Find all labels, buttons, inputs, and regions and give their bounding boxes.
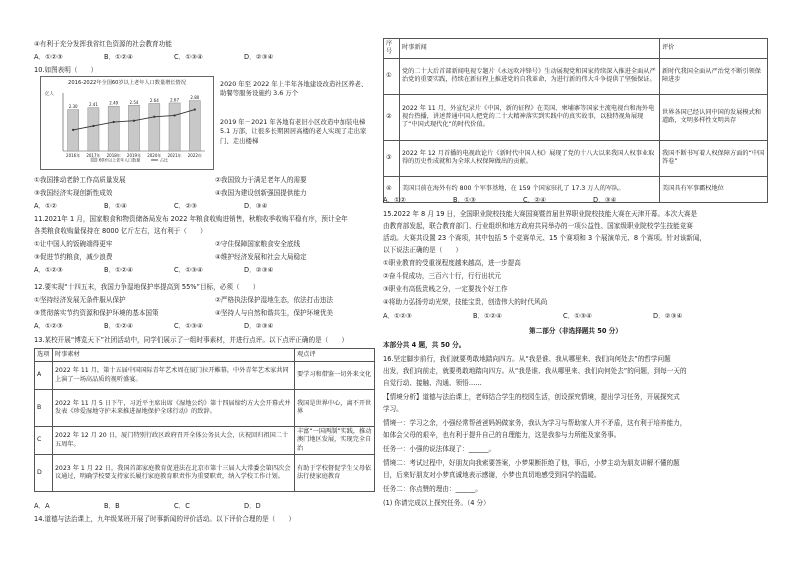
q9-choice-c[interactable]: C．①③④ — [174, 53, 203, 61]
q16-line-3: 自觉行动、接触、沟通、领悟…… — [383, 379, 482, 387]
q9-choice-b[interactable]: B．①②④ — [104, 53, 133, 61]
q11-choice-b[interactable]: B．①②④ — [104, 266, 133, 274]
q14-row-2-no: ② — [384, 94, 400, 140]
q10-side-text-2: 2019 年－2021 年各地有老旧小区改造中加装电梯 5.1 万部，让很多长期困居高楼的老人实现了走出家门、走出楼梯 — [220, 118, 367, 145]
q13-row-c-comment: 丰富“一国两制”实践，推动澳门地区发展，实现完全自治 — [295, 427, 375, 455]
tick-label-2016年: 2016年 — [66, 153, 81, 158]
q9-choices — [34, 53, 314, 61]
bar-chart-svg — [41, 77, 213, 169]
q9-choice-d[interactable]: D．②③④ — [244, 53, 274, 61]
y-axis-label: 亿人 — [45, 92, 54, 97]
table-row — [384, 94, 768, 140]
q13-header-event: 时事素材 — [53, 349, 295, 362]
q9-choice-a[interactable]: A．①②③ — [34, 53, 63, 61]
q10-option-2: ②我国致力于满足老年人的需要 — [215, 176, 307, 184]
table-row — [35, 390, 375, 427]
q14-row-1-no: ① — [384, 58, 400, 94]
q14-stem: 14.道德与法治课上，九年级某班开展了时事新闻的评价活动。以下评价合理的是（ ） — [34, 515, 296, 523]
analysis-line-1: 【情境分析】道德与法治课上，老师结合学生的校园生活，创设探究情境，提出学习任务，开展探究式 — [383, 393, 680, 401]
line-point-2022年 — [194, 108, 196, 110]
data-label-2022年: 2.80 — [190, 95, 200, 101]
q13-row-b-opt: B — [35, 390, 53, 427]
data-label-2020年: 2.64 — [149, 97, 159, 103]
bar-2019年 — [128, 105, 139, 151]
q16-line-1: 16.坚定脚步前行，我们就要勇敢地踏向四方。从“我是谁、我从哪里来、我们向何处去”的哲学问题 — [383, 355, 671, 363]
q10-choice-d[interactable]: D．③④ — [244, 202, 268, 210]
situation-1-line-2: 如体会父母的艰辛，也有利于提升自己的自理能力，这是我参与力所能及家务事。 — [383, 431, 621, 439]
q14-choice-d[interactable]: D．③④ — [593, 196, 617, 204]
q14-row-4-no: ④ — [384, 176, 400, 202]
table-row — [35, 455, 375, 492]
q11-option-1: ①让中国人的饭碗端得更牢 — [34, 240, 113, 248]
q13-row-d-event: 2023 年 1 月 22 日，我国首部家庭教育促进法在北京市第十三届人大常委会第四次会议通过，明确学校要支持家长履行家庭教育职责作为重要职责，纳入学校工作计划。 — [53, 455, 295, 492]
q13-choice-b[interactable]: B．B — [104, 502, 120, 510]
q10-stem: 10.如图表明（ ） — [34, 66, 98, 74]
q11-choice-c[interactable]: C．①③④ — [174, 266, 203, 274]
data-label-2016年: 2.30 — [68, 104, 78, 110]
task-1: 任务一：小强的说法体现了：______。 — [383, 445, 496, 453]
tick-label-2019年: 2019年 — [126, 153, 142, 158]
q10-option-1: ①我国推动老龄工作高质量发展 — [34, 176, 126, 184]
data-label-2018年: 2.49 — [109, 100, 119, 106]
q11-option-3: ③促进节约粮食，减少浪费 — [34, 253, 113, 261]
q14-row-1-news: 党的二十大后首部新闻电视专题片《永远吹冲锋号》生动展现党和国家持续深入推进全面从严治党的重要实践，持续在新征程上推进党的自我革命，为进行新的伟大斗争提供了坚强保证。 — [400, 58, 660, 94]
q12-choice-d[interactable]: D．②③④ — [244, 322, 274, 330]
table-row — [384, 140, 768, 176]
q15-choice-d[interactable]: D．②③④ — [653, 312, 683, 320]
q14-header-no: 序号 — [384, 39, 400, 59]
q15-option-1: ①职业教育的受重视程度越来越高，进一步提高 — [383, 259, 521, 267]
situation-2-line-1: 情境二：考试过程中，好朋友向我索要答案，小梦果断拒绝了他，事后，小梦主动为朋友讲解不懂的题 — [383, 459, 680, 467]
q12-option-2: ②严格执法保护湿地生态，依法打击违法 — [215, 296, 334, 304]
q10-option-3: ③我国经济实现创新性成效 — [34, 189, 113, 197]
q12-option-1: ①坚持经济发展无条件服从保护 — [34, 296, 126, 304]
bar-2017年 — [88, 108, 99, 151]
q12-choice-c[interactable]: C．①③④ — [174, 322, 203, 330]
q14-choices — [383, 196, 663, 204]
q13-row-a-event: 2022 年 11 月，第十五届中国国际青年艺术周在厦门拉开帷幕，中外青年艺术家共同上演了一场高品质的视听盛宴。 — [53, 362, 295, 390]
line-point-2017年 — [92, 125, 94, 127]
q13-table-header — [35, 349, 375, 362]
q13-row-a-opt: A — [35, 362, 53, 390]
q13-row-d-opt: D — [35, 455, 53, 492]
q13-header-comment: 观点评 — [295, 349, 375, 362]
q11-stem-line-2: 各类粮食收购量保持在 8000 亿斤左右，这有利于（ ） — [34, 227, 207, 235]
q15-choice-c[interactable]: C．①③④ — [563, 312, 592, 320]
q14-choice-a[interactable]: A．①② — [383, 196, 406, 204]
q15-choice-a[interactable]: A．①②③ — [383, 312, 412, 320]
q11-option-4: ④维护经济发展和社会大局稳定 — [215, 253, 307, 261]
q12-option-3: ③贯彻落实节约资源和保护环境的基本国策 — [34, 309, 159, 317]
q13-choice-c[interactable]: C．C — [174, 502, 190, 510]
q14-choice-c[interactable]: C．②④ — [523, 196, 547, 204]
q14-choice-b[interactable]: B．①③ — [453, 196, 476, 204]
q15-line-3: 活动。大赛共设置 23 个赛项，其中包括 5 个竞赛单元、15 个赛项和 3 个展演单元、8 个赛项。针对该新闻， — [383, 234, 707, 242]
tick-label-2018年: 2018年 — [106, 153, 121, 158]
q10-side-text-1: 2020 年至 2022 年上半年各地建设改造社区养老、助餐等服务设施约 3.6 万个 — [220, 80, 368, 98]
q15-option-3: ③职业有高低贵贱之分，一定要找个好工作 — [383, 285, 508, 293]
line-point-2021年 — [173, 114, 175, 116]
q15-line-2: 由教育部发起，联合教育部门、行业组织和地方政府共同举办的一项公益性、国家级职业院校学生技能竞赛 — [383, 222, 693, 230]
data-label-2017年: 2.41 — [88, 102, 98, 108]
q11-option-2: ②守住保障国家粮食安全底线 — [215, 240, 301, 248]
q13-choices — [34, 502, 314, 510]
data-label-2019年: 2.54 — [129, 99, 139, 105]
tick-label-2021年: 2021年 — [167, 153, 182, 158]
line-point-2018年 — [113, 121, 115, 123]
chart-title: 2016-2022年全国60岁以上老年人口数量增长情况 — [68, 80, 186, 86]
q14-row-3-no: ③ — [384, 140, 400, 176]
q15-choice-b[interactable]: B．①②④ — [473, 312, 502, 320]
task-2: 任务二：你点赞的理由：______。 — [383, 485, 482, 493]
q13-stem: 13.某校开展“博览天下”社团活动中，同学们展示了一组时事素材，并进行点评。以下点评正确的是（ ） — [34, 336, 349, 344]
q14-row-4-news: 美国目前在海外有约 800 个军事基地，在 159 个国家驻扎了 17.3 万人的军队。 — [400, 176, 660, 202]
q10-choice-c[interactable]: C．②③ — [174, 202, 198, 210]
table-row — [384, 58, 768, 94]
q16-line-2: 出发，我们向前走，就要勇敢地踏向四方。从“我是谁、我从哪里来、我们向何处去”的问题，到每一天的 — [383, 367, 687, 375]
q14-row-2-comment: 世界各国已经认同中国的发展模式和道路，文明多样性文明共存 — [660, 94, 768, 140]
data-label-2021年: 2.67 — [170, 97, 180, 103]
legend-label-line: 占比 — [160, 157, 168, 163]
bar-2018年 — [108, 106, 119, 151]
section-2-intro: 本部分共 4 题，共 50 分。 — [383, 341, 466, 349]
q15-choices — [383, 312, 743, 320]
tick-label-2020年: 2020年 — [147, 153, 162, 158]
q13-row-c-opt: C — [35, 427, 53, 455]
q11-stem-line-1: 11.2021年 1 月，国家粮食和物资储备局发布 2022 年粮食收购进销售，秋粮收季收购平稳有序，预计全年 — [34, 215, 348, 223]
left-column — [30, 0, 375, 562]
bar-2021年 — [169, 103, 180, 151]
q12-choice-a[interactable]: A．①②③ — [34, 322, 63, 330]
q13-choice-d[interactable]: D．D — [244, 502, 261, 510]
tick-label-2022年: 2022年 — [187, 153, 202, 158]
table-row — [35, 362, 375, 390]
q14-row-3-news: 2022 年 12 月首播的电视政论片《新时代中国人权》展现了党的十八大以来我国人权事业取得的历史性成就和为全球人权保障做出的贡献。 — [400, 140, 660, 176]
legend-swatch-bar — [91, 158, 97, 162]
q13-row-c-event: 2022 年 12 月 20 日，厦门特别行政区政府召开全体公务员大会，庆祝回归祖国二十五周年。 — [53, 427, 295, 455]
right-column — [383, 0, 768, 562]
q14-table-header — [384, 39, 768, 59]
q13-table — [34, 348, 375, 492]
q11-choice-d[interactable]: D．②③④ — [244, 266, 274, 274]
analysis-line-2: 学习。 — [383, 405, 403, 413]
bar-2020年 — [149, 103, 160, 151]
q14-row-2-news: 2022 年 11 月，外宣纪录片《中国，新的征程》在美国、柬埔寨等国家主流电视台和海外电视台热播，讲述普通中国人把党的二十大精神落实到实践中的真实故事，以独特视角展现了“中国式现代化”的时代价值。 — [400, 94, 660, 140]
q14-row-4-comment: 美国具有军事霸权地位 — [660, 176, 768, 202]
q13-row-b-event: 2022 年 11 月 5 日下午，习近平主席出席《湿地公约》第十四届缔约方大会开幕式并发表《珍爱湿地守护未来推进湿地保护全球行动》的致辞。 — [53, 390, 295, 427]
q10-option-4: ④我国为建设创新强国提供能力 — [215, 189, 307, 197]
q13-row-d-comment: 有助于学校督促学生父母依法行使家庭教育 — [295, 455, 375, 492]
sub-question-1: (1) 你请完成以上探究任务。（4 分） — [383, 499, 490, 507]
q12-choice-b[interactable]: B．①②④ — [104, 322, 133, 330]
bar-chart — [40, 76, 214, 170]
q14-header-news: 时事新闻 — [400, 39, 660, 59]
section-2-title: 第二部分（非选择题共 50 分） — [529, 327, 622, 335]
q14-header-comment: 评价 — [660, 39, 768, 59]
q15-line-4: 以下说法正确的是（ ） — [383, 246, 463, 254]
situation-1-line-1: 情境一：学习之余，小强经常帮爸爸妈妈做家务，我认为学习与帮助家人并不矛盾，这有利于培养能力， — [383, 419, 687, 427]
q15-option-2: ②奋斗促成功，三百六十行，行行出状元 — [383, 272, 502, 280]
legend-label-bar: 60岁以上老年人口数量 — [99, 157, 141, 163]
line-point-2020年 — [153, 116, 155, 118]
q14-row-1-comment: 新时代我国全面从严治党不断引领保障进步 — [660, 58, 768, 94]
q13-row-a-comment: 要学习和借鉴一切外来文化 — [295, 362, 375, 390]
table-row — [35, 427, 375, 455]
q15-line-1: 15.2022 年 8 月 19 日，全国职业院校技能大赛国赛暨首届世界职业院校技能大赛在天津开幕。本次大赛是 — [383, 210, 698, 218]
q14-table — [383, 38, 768, 203]
tick-label-2017年: 2017年 — [86, 153, 101, 158]
situation-2-line-2: 目，后来好朋友对小梦真诚地表示感谢，小梦也真切地感受到同学的温暖。 — [383, 471, 601, 479]
line-point-2016年 — [72, 129, 74, 131]
q12-choices — [34, 322, 314, 330]
q11-choices — [34, 266, 314, 274]
q13-choice-a[interactable]: A．A — [34, 502, 50, 510]
q13-row-b-comment: 我国是世界中心，离不开世界 — [295, 390, 375, 427]
q10-choices — [34, 202, 314, 210]
q10-choice-a[interactable]: A．①② — [34, 202, 57, 210]
q9-option-4: ④有利于充分发挥我省红色资源的社会教育功能 — [34, 40, 172, 48]
q13-header-option: 选项 — [35, 349, 53, 362]
q15-option-4: ④将助力弘扬劳动光荣，技能宝贵，创造伟大的时代风尚 — [383, 298, 548, 306]
bar-2022年 — [189, 101, 200, 151]
q10-choice-b[interactable]: B．①④ — [104, 202, 127, 210]
line-point-2019年 — [133, 120, 135, 122]
q12-option-4: ④坚持人与自然和谐共生，保护环境优美 — [215, 309, 334, 317]
q12-stem: 12.要实现“十四五末，我国力争湿地保护率提高到 55%”目标，必须（ ） — [34, 283, 260, 291]
q11-choice-a[interactable]: A．①②③ — [34, 266, 63, 274]
q14-row-3-comment: 我国不断书写着人权保障方面的“中国答卷” — [660, 140, 768, 176]
